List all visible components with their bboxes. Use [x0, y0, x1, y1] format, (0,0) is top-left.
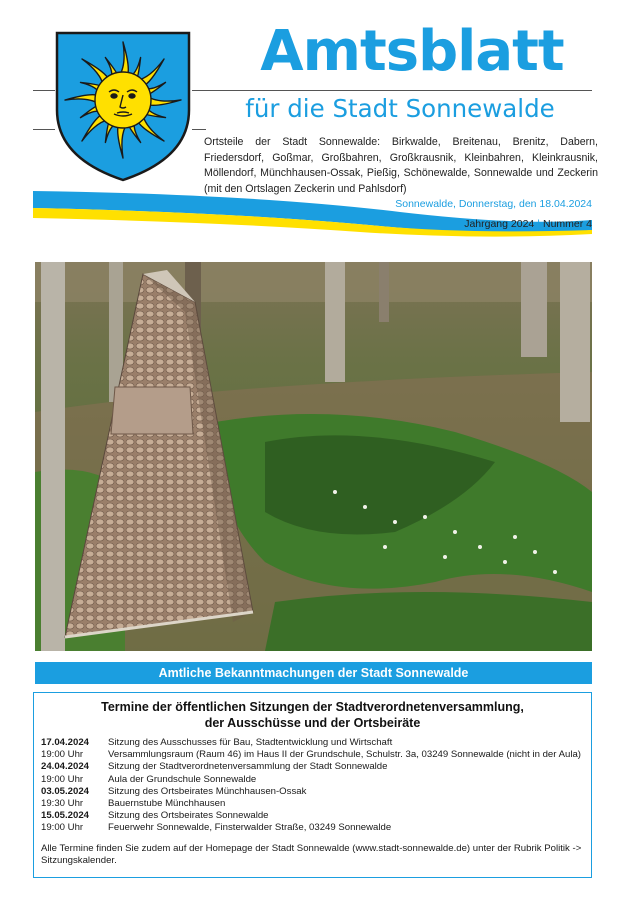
- meetings-title: [33, 699, 592, 731]
- meeting-entry: [41, 761, 586, 773]
- meeting-body: Sitzung des Ortsbeirates Münchhausen-Ossak: [108, 785, 307, 797]
- meeting-body: Sitzung des Ortsbeirates Sonnewalde: [108, 810, 269, 822]
- header-rule-right-bottom: [192, 129, 206, 130]
- volume: Jahrgang 2024: [464, 218, 535, 230]
- masthead-subtitle: für die Stadt Sonnewalde: [245, 94, 555, 123]
- issue-date: Sonnewalde, Donnerstag, den 18.04.2024: [395, 198, 592, 210]
- meeting-entry: [41, 786, 586, 798]
- header-rule-right: [192, 90, 592, 91]
- meeting-entry-location: [41, 749, 586, 761]
- meeting-time: 19:00 Uhr: [41, 749, 84, 761]
- meeting-location: Aula der Grundschule Sonnewalde: [108, 773, 257, 785]
- meetings-title-line1: Termine der öffentlichen Sitzungen der Stadtverordnetenversammlung,: [101, 700, 524, 714]
- issue-number: Nummer 4: [542, 218, 592, 230]
- meeting-entry-location: [41, 822, 586, 834]
- header-rule-left-top: [33, 90, 55, 91]
- meeting-date: 24.04.2024: [41, 761, 90, 773]
- meeting-location: Feuerwehr Sonnewalde, Finsterwalder Straße, 03249 Sonnewalde: [108, 822, 392, 834]
- section-banner: Amtliche Bekanntmachungen der Stadt Sonnewalde: [35, 662, 592, 684]
- meeting-location: Bauernstube Münchhausen: [108, 798, 226, 810]
- meeting-entry-location: [41, 798, 586, 810]
- meeting-entry: [41, 737, 586, 749]
- masthead-title: Amtsblatt: [260, 19, 564, 84]
- meeting-date: 03.05.2024: [41, 785, 90, 797]
- separator: |: [537, 218, 540, 230]
- districts-list: Ortsteile der Stadt Sonnewalde: Birkwalde, Breitenau, Brenitz, Dabern, Friedersdorf, Goßmar, Großbahren, Großkrausnik, Kleinbahren, Kleinkrausnik, Möllendorf, Münchhausen-Ossak, Pießig, Schönewalde, Sonnewalde und Zeckerin (mit den Ortslagen Zeckerin und Pahlsdorf): [204, 136, 598, 195]
- meeting-date: 15.05.2024: [41, 810, 90, 822]
- meetings-title-line2: der Ausschüsse und der Ortsbeiräte: [204, 716, 421, 730]
- meeting-entry: [41, 810, 586, 822]
- meeting-date: 17.04.2024: [41, 737, 90, 748]
- header-swoosh: [0, 186, 625, 238]
- meeting-location: Versammlungsraum (Raum 46) im Haus II der Grundschule, Schulstr. 3a, 03249 Sonnewalde (nicht in der Aula): [108, 749, 581, 761]
- meeting-time: 19:00 Uhr: [41, 773, 84, 785]
- issue-volume-number: [464, 218, 592, 230]
- meeting-body: Sitzung der Stadtverordnetenversammlung der Stadt Sonnewalde: [108, 761, 388, 773]
- meeting-body: Sitzung des Ausschusses für Bau, Stadtentwicklung und Wirtschaft: [108, 737, 393, 748]
- sun-coat-of-arms-icon: [54, 30, 192, 182]
- meeting-time: 19:30 Uhr: [41, 798, 84, 810]
- header-rule-left-bottom: [33, 129, 55, 130]
- meeting-entry-location: [41, 774, 586, 786]
- meetings-schedule: [41, 737, 586, 835]
- homepage-note: Alle Termine finden Sie zudem auf der Homepage der Stadt Sonnewalde (www.stadt-sonnewalde.de) unter der Rubrik Politik -> Sitzungskalender.: [41, 843, 582, 867]
- meeting-time: 19:00 Uhr: [41, 822, 84, 834]
- stone-obelisk-forest-photo: [35, 262, 592, 651]
